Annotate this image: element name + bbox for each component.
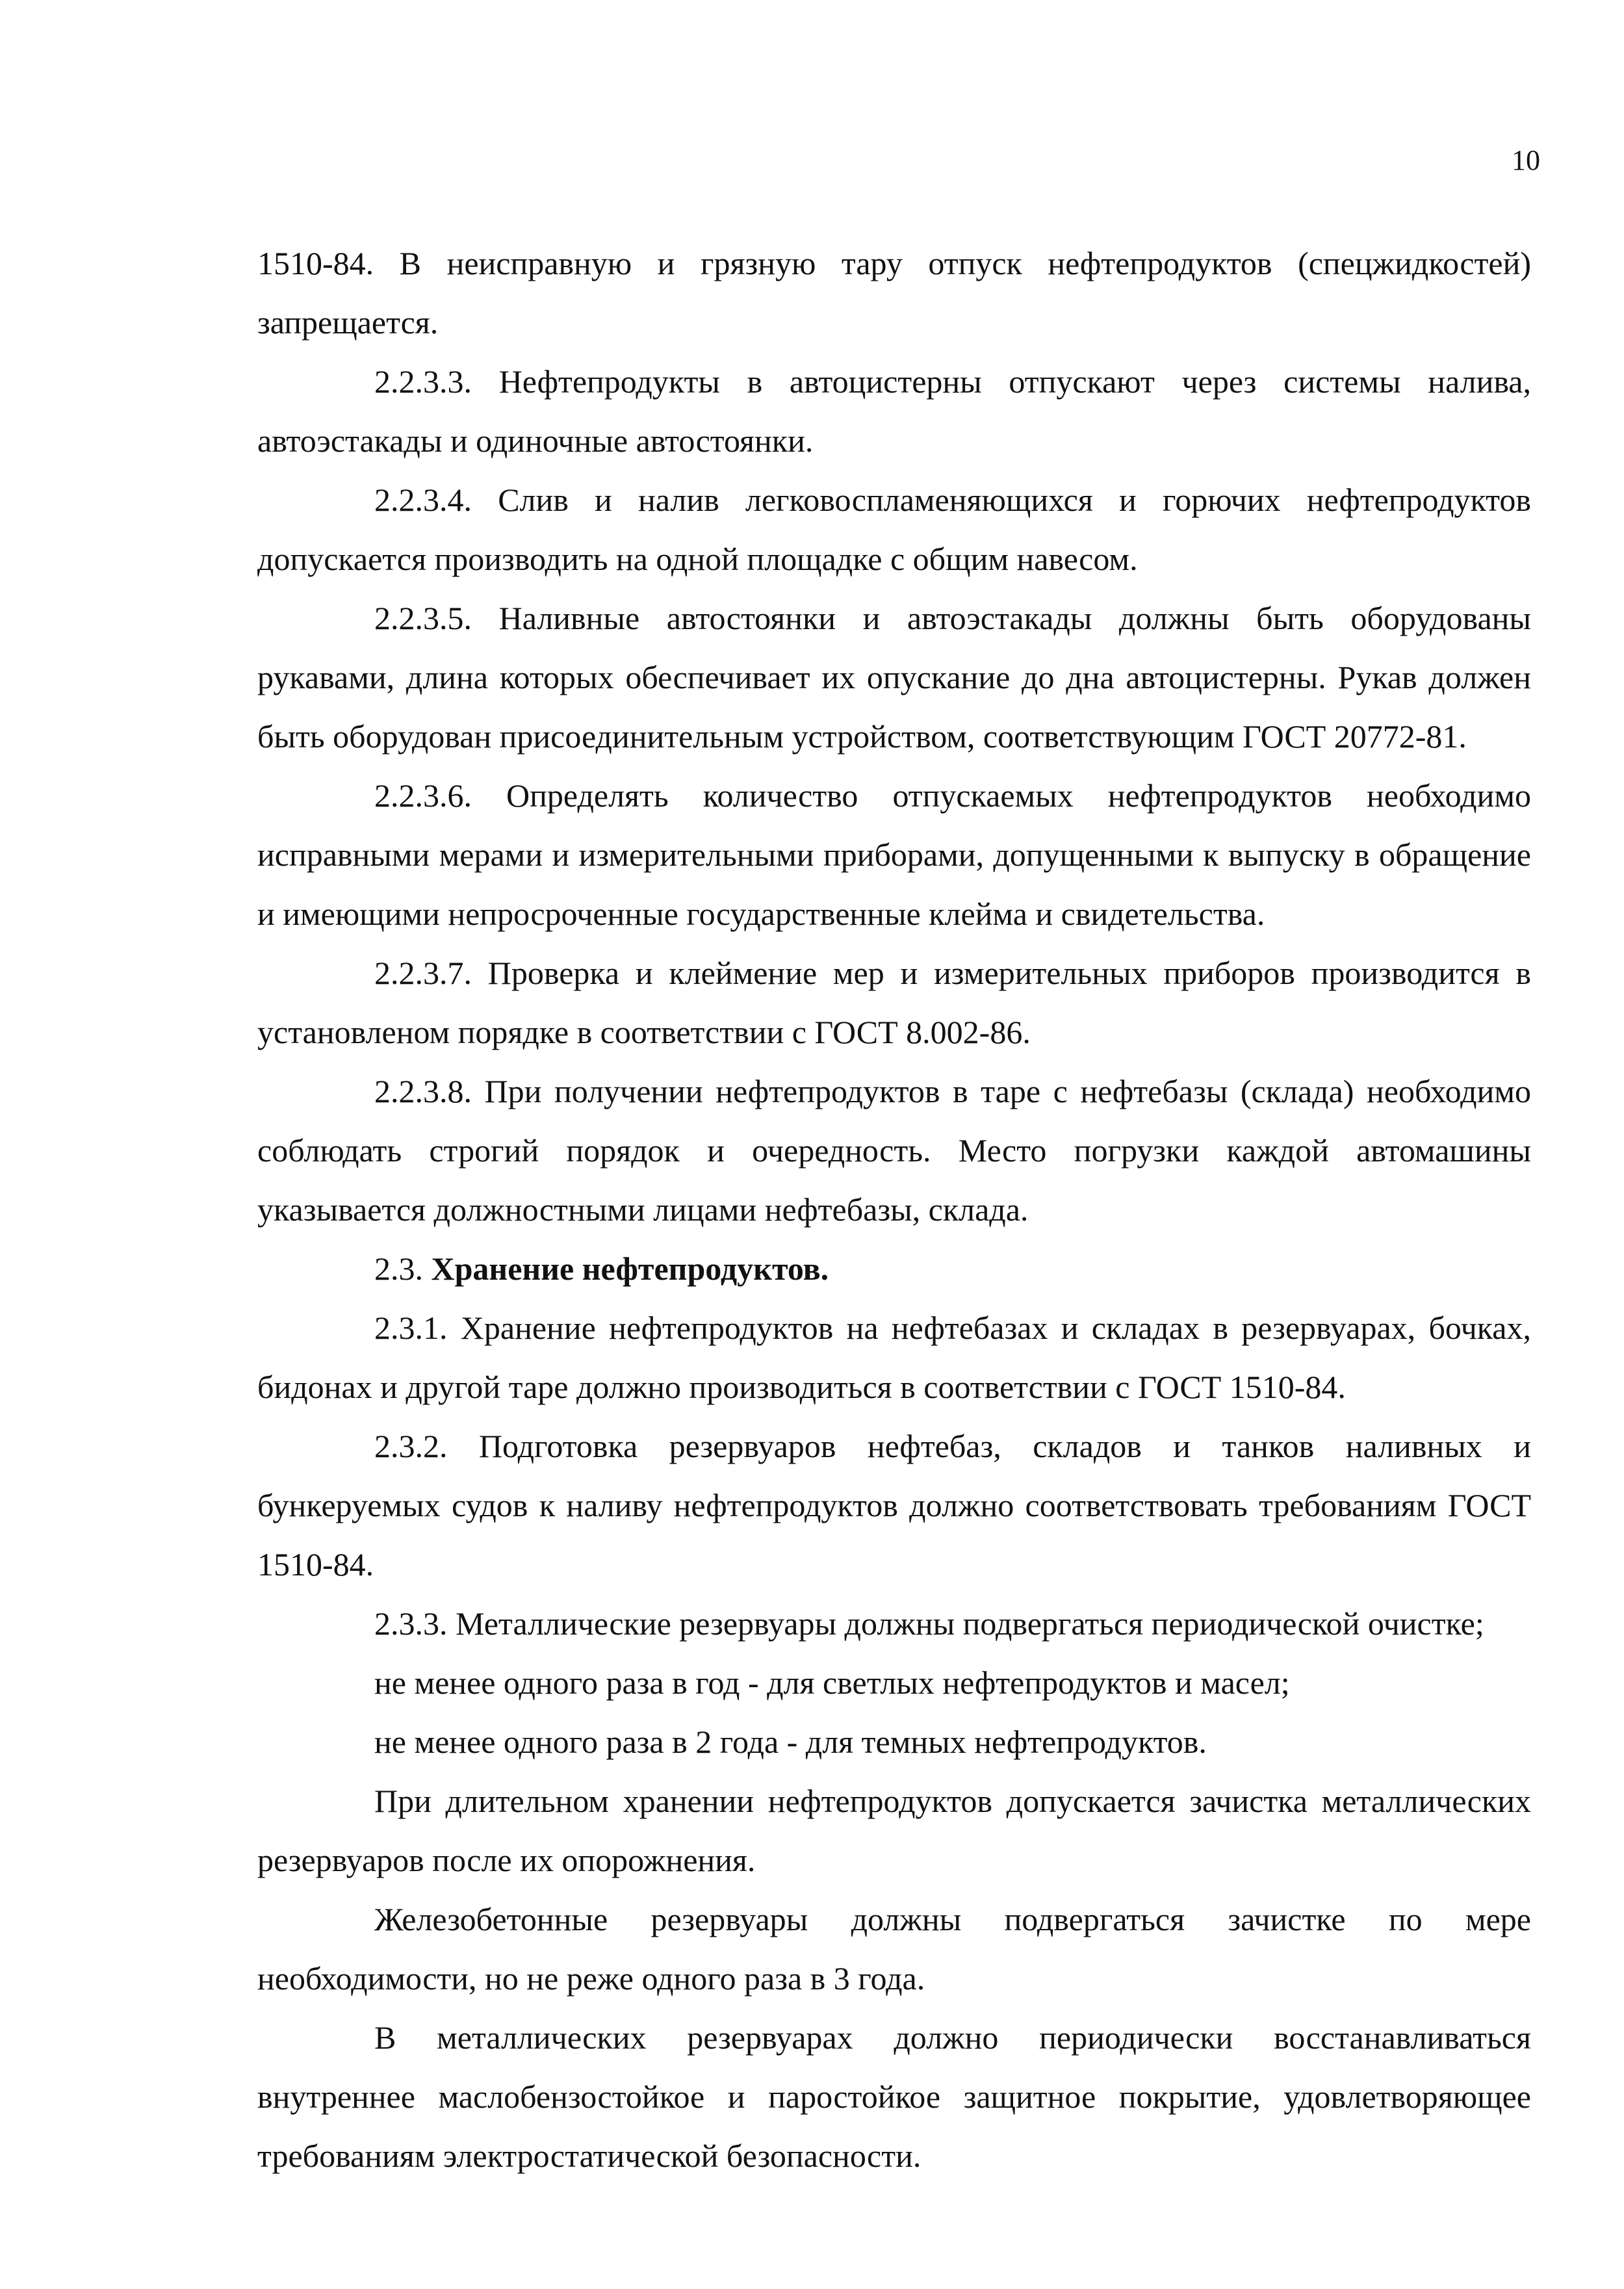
paragraph-dark-products: не менее одного раза в 2 года - для темных нефтепродуктов.	[374, 1724, 1207, 1760]
section-number: 2.3.	[374, 1250, 423, 1287]
paragraph-2-2-3-8: 2.2.3.8. При получении нефтепродуктов в таре с нефтебазы (склада) необходимо соблюдать строгий порядок и очередность. Место погрузки каждой автомашины указывается должностными лицами нефтебазы, склада.	[257, 1073, 1531, 1228]
paragraph-long-storage: При длительном хранении нефтепродуктов допускается зачистка металлических резервуаров после их опорожнения.	[257, 1783, 1531, 1878]
section-title: Хранение нефтепродуктов.	[431, 1250, 829, 1287]
paragraph-2-3-3: 2.3.3. Металлические резервуары должны подвергаться периодической очистке;	[374, 1605, 1484, 1642]
page-number: 10	[1512, 144, 1540, 176]
paragraph-2-3-2: 2.3.2. Подготовка резервуаров нефтебаз, складов и танков наливных и бункеруемых судов к наливу нефтепродуктов должно соответствовать требованиям ГОСТ 1510-84.	[257, 1428, 1531, 1583]
paragraph-2-2-3-5: 2.2.3.5. Наливные автостоянки и автоэстакады должны быть оборудованы рукавами, длина которых обеспечивает их опускание до дна автоцистерны. Рукав должен быть оборудован присоединительным устройством, соответствующим ГОСТ 20772-81.	[257, 600, 1531, 755]
paragraph-continuation: 1510-84. В неисправную и грязную тару отпуск нефтепродуктов (спецжидкостей) запрещается.	[257, 245, 1531, 341]
paragraph-2-2-3-4: 2.2.3.4. Слив и налив легковоспламеняющихся и горючих нефтепродуктов допускается производить на одной площадке с общим навесом.	[257, 482, 1531, 577]
section-heading-2-3	[257, 1239, 1531, 1299]
paragraph-concrete-tanks: Железобетонные резервуары должны подвергаться зачистке по мере необходимости, но не реже одного раза в 3 года.	[257, 1901, 1531, 1997]
paragraph-2-2-3-3: 2.2.3.3. Нефтепродукты в автоцистерны отпускают через системы налива, автоэстакады и одиночные автостоянки.	[257, 363, 1531, 459]
paragraph-light-products: не менее одного раза в год - для светлых нефтепродуктов и масел;	[374, 1664, 1290, 1701]
paragraph-2-2-3-6: 2.2.3.6. Определять количество отпускаемых нефтепродуктов необходимо исправными мерами и измерительными приборами, допущенными к выпуску в обращение и имеющими непросроченные государственные клейма и свидетельства.	[257, 777, 1531, 932]
paragraph-2-2-3-7: 2.2.3.7. Проверка и клеймение мер и измерительных приборов производится в установленом порядке в соответствии с ГОСТ 8.002-86.	[257, 955, 1531, 1050]
paragraph-2-3-1: 2.3.1. Хранение нефтепродуктов на нефтебазах и складах в резервуарах, бочках, бидонах и другой таре должно производиться в соответствии с ГОСТ 1510-84.	[257, 1310, 1531, 1405]
document-body	[257, 234, 1531, 2186]
paragraph-coating: В металлических резервуарах должно периодически восстанавливаться внутреннее маслобензостойкое и паростойкое защитное покрытие, удовлетворяющее требованиям электростатической безопасности.	[257, 2019, 1531, 2174]
